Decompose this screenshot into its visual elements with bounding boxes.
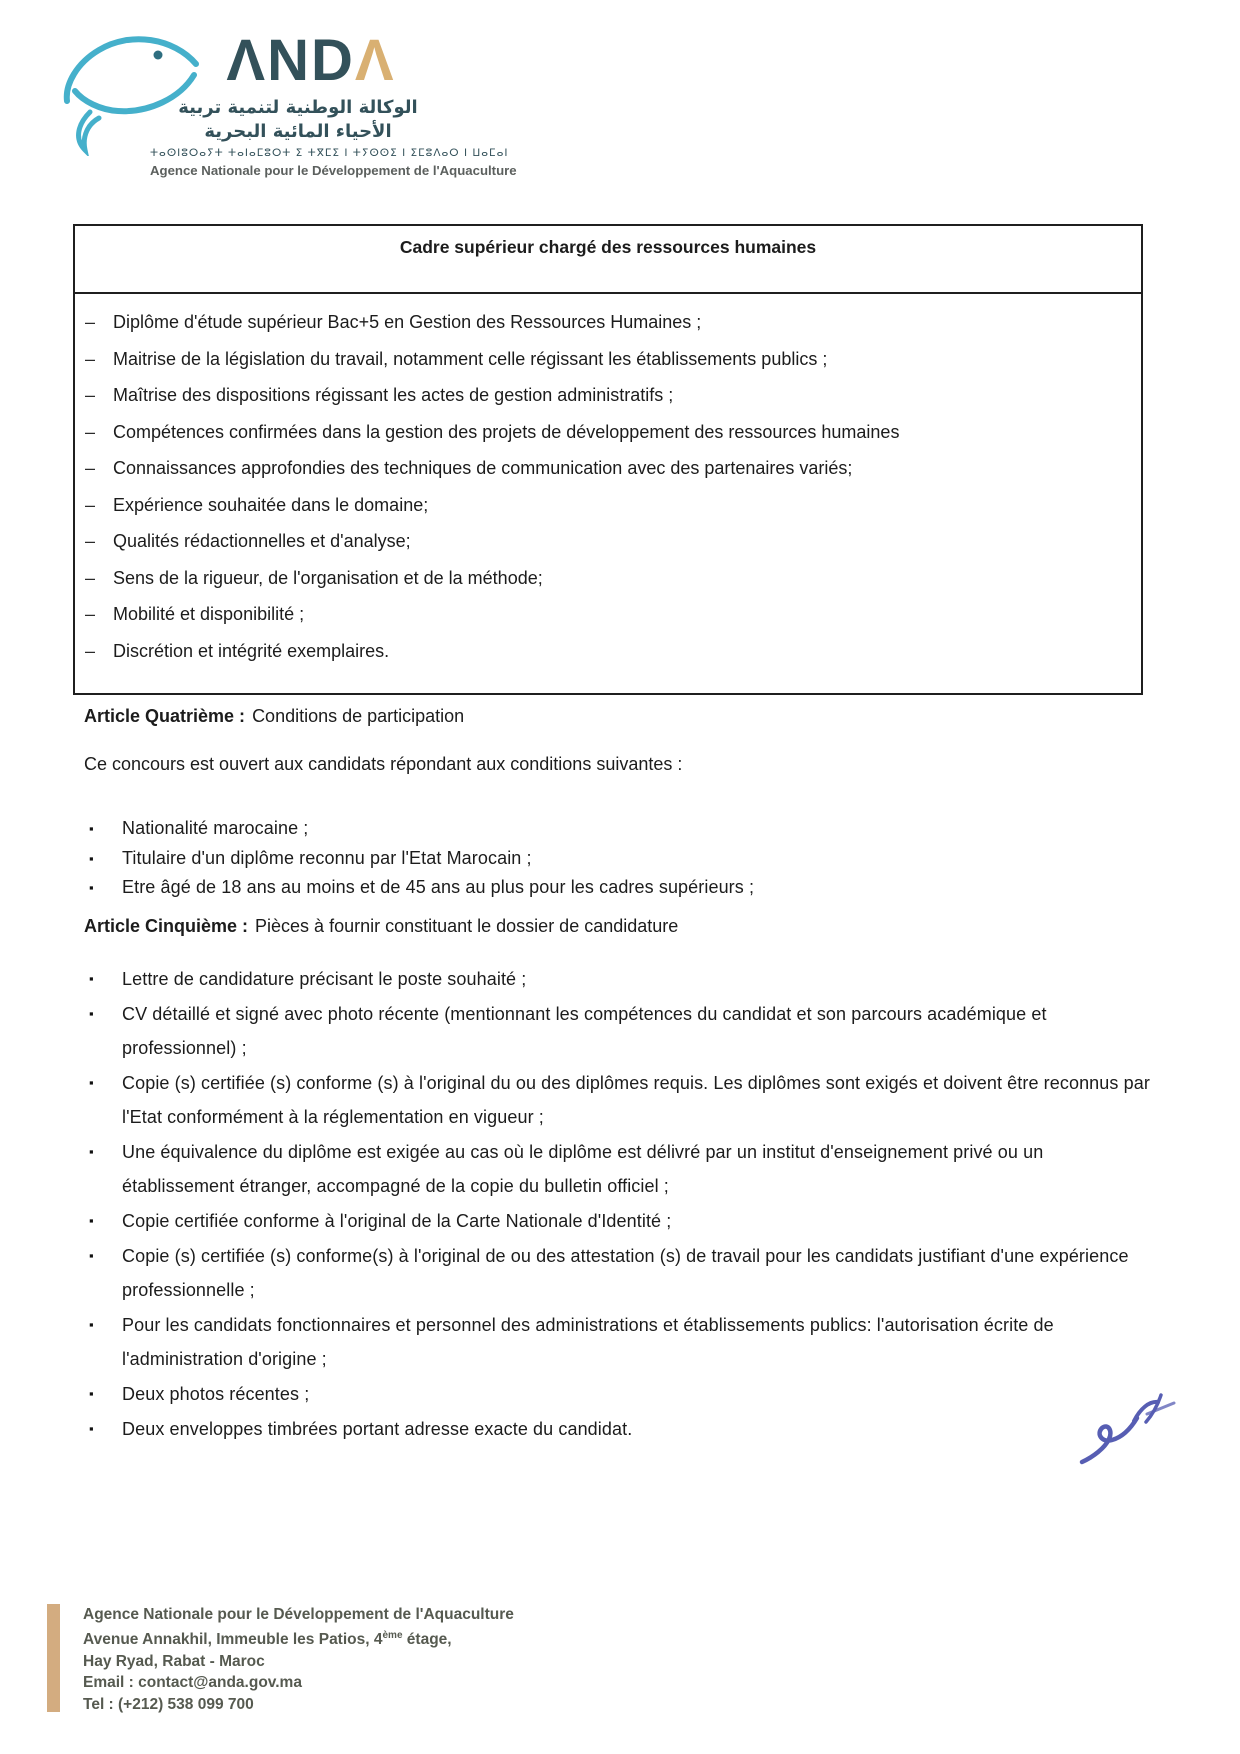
requirement-item (79, 560, 1125, 597)
article-four-label: Article Quatrième : (84, 706, 246, 726)
dash-marker: – (85, 531, 96, 551)
condition-item (84, 844, 1160, 874)
footer-email: Email : contact@anda.gov.ma (83, 1674, 302, 1692)
requirement-item (79, 523, 1125, 560)
dash-marker: – (85, 421, 96, 442)
requirement-text: Connaissances approfondies des techniques de communication avec des partenaires variés; (113, 458, 853, 478)
document-text: Copie certifiée conforme à l'original de la Carte Nationale d'Identité ; (122, 1211, 672, 1231)
document-item (84, 1066, 1160, 1134)
job-posting-box (73, 224, 1143, 695)
square-bullet-icon: ▪ (89, 1213, 94, 1228)
square-bullet-icon: ▪ (89, 821, 94, 836)
signature-scribble (1075, 1390, 1193, 1478)
footer (47, 1604, 514, 1715)
document-item (84, 997, 1160, 1065)
document-text: Deux photos récentes ; (122, 1384, 310, 1404)
document-text: Lettre de candidature précisant le poste souhaité ; (122, 969, 527, 989)
requirements-list (75, 294, 1141, 693)
footer-address-line2: Hay Ryad, Rabat - Maroc (83, 1652, 265, 1670)
requirement-item (79, 487, 1125, 524)
document-text: Deux enveloppes timbrées portant adresse exacte du candidat. (122, 1419, 633, 1439)
square-bullet-icon: ▪ (89, 850, 94, 866)
requirement-item (79, 304, 1125, 341)
dash-marker: – (85, 567, 96, 588)
footer-accent-bar (47, 1604, 60, 1712)
square-bullet-icon: ▪ (89, 971, 94, 986)
documents-list (84, 962, 1160, 1447)
agency-name-french: Agence Nationale pour le Développement de l'Aquaculture (150, 163, 517, 178)
dash-marker: – (85, 640, 96, 661)
wordmark-accent: Λ (354, 28, 396, 93)
document-item (84, 1377, 1160, 1411)
condition-item (84, 873, 1160, 903)
wordmark-primary: ΛND (226, 28, 355, 93)
agency-name-arabic: الوكالة الوطنية لتنمية تربية الأحياء المائية البحرية (178, 97, 418, 142)
requirement-item (79, 633, 1125, 670)
document-item (84, 1412, 1160, 1446)
dash-marker: – (85, 458, 96, 478)
logo-text-block (150, 28, 517, 179)
square-bullet-icon: ▪ (89, 1421, 94, 1436)
article-four-intro: Ce concours est ouvert aux candidats répondant aux conditions suivantes : (84, 754, 683, 774)
requirement-text: Mobilité et disponibilité ; (113, 604, 305, 624)
square-bullet-icon: ▪ (89, 1386, 94, 1401)
document-item (84, 1204, 1160, 1238)
requirement-item (79, 341, 1125, 378)
job-title: Cadre supérieur chargé des ressources humaines (75, 226, 1141, 294)
document-item (84, 1308, 1160, 1376)
condition-text: Etre âgé de 18 ans au moins et de 45 ans au plus pour les cadres supérieurs ; (122, 877, 755, 897)
dash-marker: – (85, 604, 96, 624)
article-five-label: Article Cinquième : (84, 916, 249, 936)
requirement-text: Diplôme d'étude supérieur Bac+5 en Gestion des Ressources Humaines ; (113, 312, 702, 332)
article-five-title: Pièces à fournir constituant le dossier de candidature (255, 916, 679, 936)
requirement-item (79, 414, 1125, 451)
dash-marker: – (85, 312, 96, 332)
requirement-text: Maîtrise des dispositions régissant les actes de gestion administratifs ; (113, 385, 674, 405)
document-item (84, 962, 1160, 996)
requirement-text: Maitrise de la législation du travail, notamment celle régissant les établissements publics ; (113, 348, 828, 369)
anda-wordmark (150, 30, 446, 92)
document-item (84, 1239, 1160, 1307)
agency-name-tifinagh: ⵜⴰⵙⵏⵓⵔⴰⵢⵜ ⵜⴰⵏⴰⵎⵓⵔⵜ ⵉ ⵜⴳⵎⵉ ⵏ ⵜⵢⵙⵙⵉ ⵏ ⵉⵎⵓⴷⴰⵔ ⵏ ⵡⴰⵎⴰⵏ (150, 147, 509, 159)
requirement-text: Discrétion et intégrité exemplaires. (113, 640, 390, 661)
conditions-list (84, 814, 1160, 903)
document-text: Pour les candidats fonctionnaires et personnel des administrations et établissements publics: l'autorisation écrite de l'administration d'origine ; (122, 1315, 1054, 1369)
footer-address-pre: Avenue Annakhil, Immeuble les Patios, 4 (83, 1631, 383, 1649)
square-bullet-icon: ▪ (89, 1075, 94, 1090)
document-text: Une équivalence du diplôme est exigée au cas où le diplôme est délivré par un institut d'enseignement privé ou un établissement étranger, accompagné de la copie du bulletin officiel ; (122, 1142, 1044, 1196)
footer-address-superscript: ème (382, 1630, 403, 1642)
condition-item (84, 814, 1160, 844)
footer-address-line1 (83, 1625, 514, 1651)
footer-agency-name: Agence Nationale pour le Développement de l'Aquaculture (83, 1606, 514, 1623)
requirement-text: Qualités rédactionnelles et d'analyse; (113, 531, 411, 551)
footer-text-block (83, 1604, 514, 1715)
article-four-title: Conditions de participation (252, 706, 465, 726)
dash-marker: – (85, 494, 96, 515)
requirement-item (79, 596, 1125, 633)
document-text: Copie (s) certifiée (s) conforme(s) à l'original de ou des attestation (s) de travail pour les candidats justifiant d'une expérience professionnelle ; (122, 1246, 1129, 1300)
requirement-text: Expérience souhaitée dans le domaine; (113, 494, 429, 515)
requirement-item (79, 377, 1125, 414)
document-text: CV détaillé et signé avec photo récente (mentionnant les compétences du candidat et son parcours académique et professionnel) ; (122, 1004, 1047, 1058)
article-five-heading (84, 916, 678, 937)
document-text: Copie (s) certifiée (s) conforme (s) à l'original du ou des diplômes requis. Les diplômes sont exigés et doivent être reconnus par l'Etat conformément à la réglementation en vigueur ; (122, 1073, 1150, 1127)
square-bullet-icon: ▪ (89, 880, 94, 895)
dash-marker: – (85, 385, 96, 405)
condition-text: Titulaire d'un diplôme reconnu par l'Etat Marocain ; (122, 847, 532, 868)
requirement-item (79, 450, 1125, 487)
square-bullet-icon: ▪ (89, 1248, 94, 1263)
condition-text: Nationalité marocaine ; (122, 818, 309, 838)
article-four-heading (84, 706, 464, 727)
square-bullet-icon: ▪ (89, 1144, 94, 1159)
square-bullet-icon: ▪ (89, 1317, 94, 1332)
square-bullet-icon: ▪ (89, 1006, 94, 1021)
footer-address-post: étage, (402, 1631, 452, 1649)
requirement-text: Sens de la rigueur, de l'organisation et de la méthode; (113, 567, 543, 588)
requirement-text: Compétences confirmées dans la gestion des projets de développement des ressources humaines (113, 421, 900, 442)
document-item (84, 1135, 1160, 1203)
dash-marker: – (85, 348, 96, 369)
footer-phone: Tel : (+212) 538 099 700 (83, 1695, 254, 1713)
